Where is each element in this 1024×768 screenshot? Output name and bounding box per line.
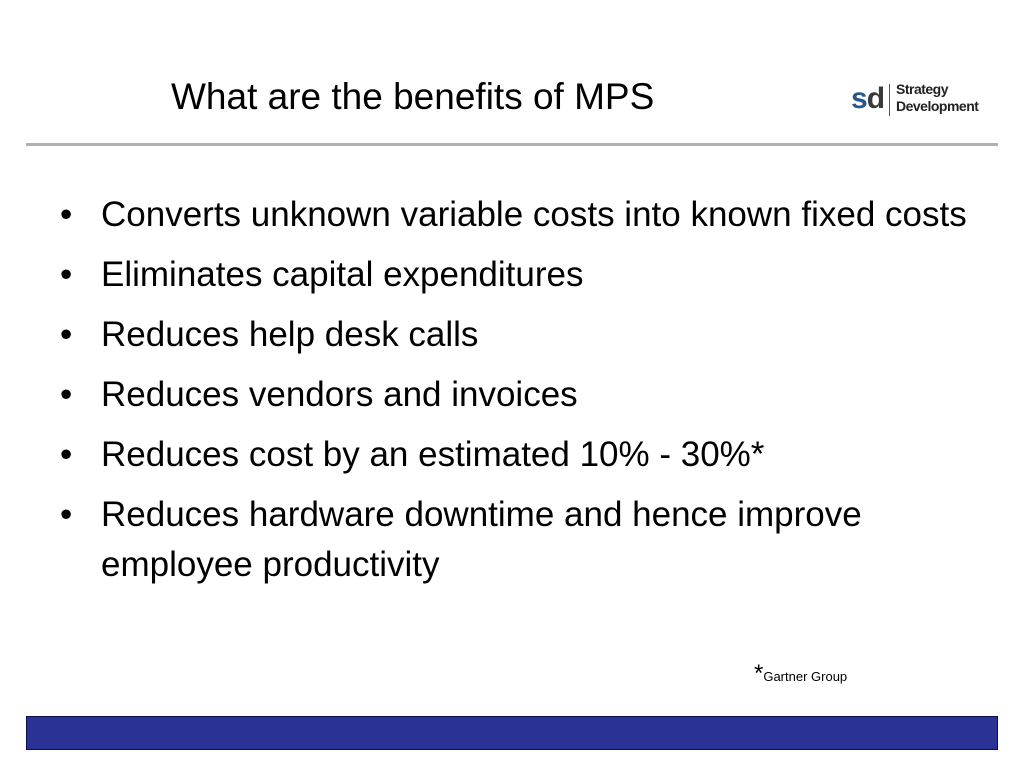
bullet-dot: •	[60, 495, 73, 534]
bullet-item	[60, 490, 980, 590]
slide-title: What are the benefits of MPS	[171, 76, 655, 117]
logo-line-1: Strategy	[896, 81, 949, 97]
bullet-item	[60, 250, 980, 300]
bullet-dot: •	[60, 195, 73, 234]
bullet-dot: •	[60, 315, 73, 354]
bullet-dot: •	[60, 255, 73, 294]
bullet-item	[60, 310, 980, 360]
bullet-dot: •	[60, 435, 73, 474]
strategy-development-logo	[851, 78, 1001, 120]
bullet-text: Reduces help desk calls	[101, 315, 479, 354]
logo-line-2: Development	[896, 98, 979, 114]
logo-text	[896, 81, 978, 115]
footnote-marker: *	[754, 660, 764, 687]
bullet-item	[60, 190, 980, 240]
logo-divider	[889, 84, 890, 116]
bullet-text: Reduces vendors and invoices	[101, 375, 578, 414]
benefits-list	[60, 190, 980, 600]
logo-mark-d: d	[866, 82, 885, 115]
footnote	[754, 662, 847, 686]
bullet-text: Eliminates capital expenditures	[101, 255, 584, 294]
footer-bar	[26, 716, 998, 750]
logo-mark-s: s	[851, 82, 867, 115]
bullet-text: Reduces cost by an estimated 10% - 30%*	[101, 435, 765, 474]
bullet-text: Converts unknown variable costs into known fixed costs	[101, 195, 967, 234]
title-divider	[26, 143, 998, 146]
logo-mark	[851, 81, 884, 117]
footnote-source: Gartner Group	[763, 669, 848, 684]
bullet-dot: •	[60, 375, 73, 414]
bullet-item	[60, 370, 980, 420]
bullet-item	[60, 430, 980, 480]
bullet-text: Reduces hardware downtime and hence improve employee productivity	[101, 495, 862, 584]
